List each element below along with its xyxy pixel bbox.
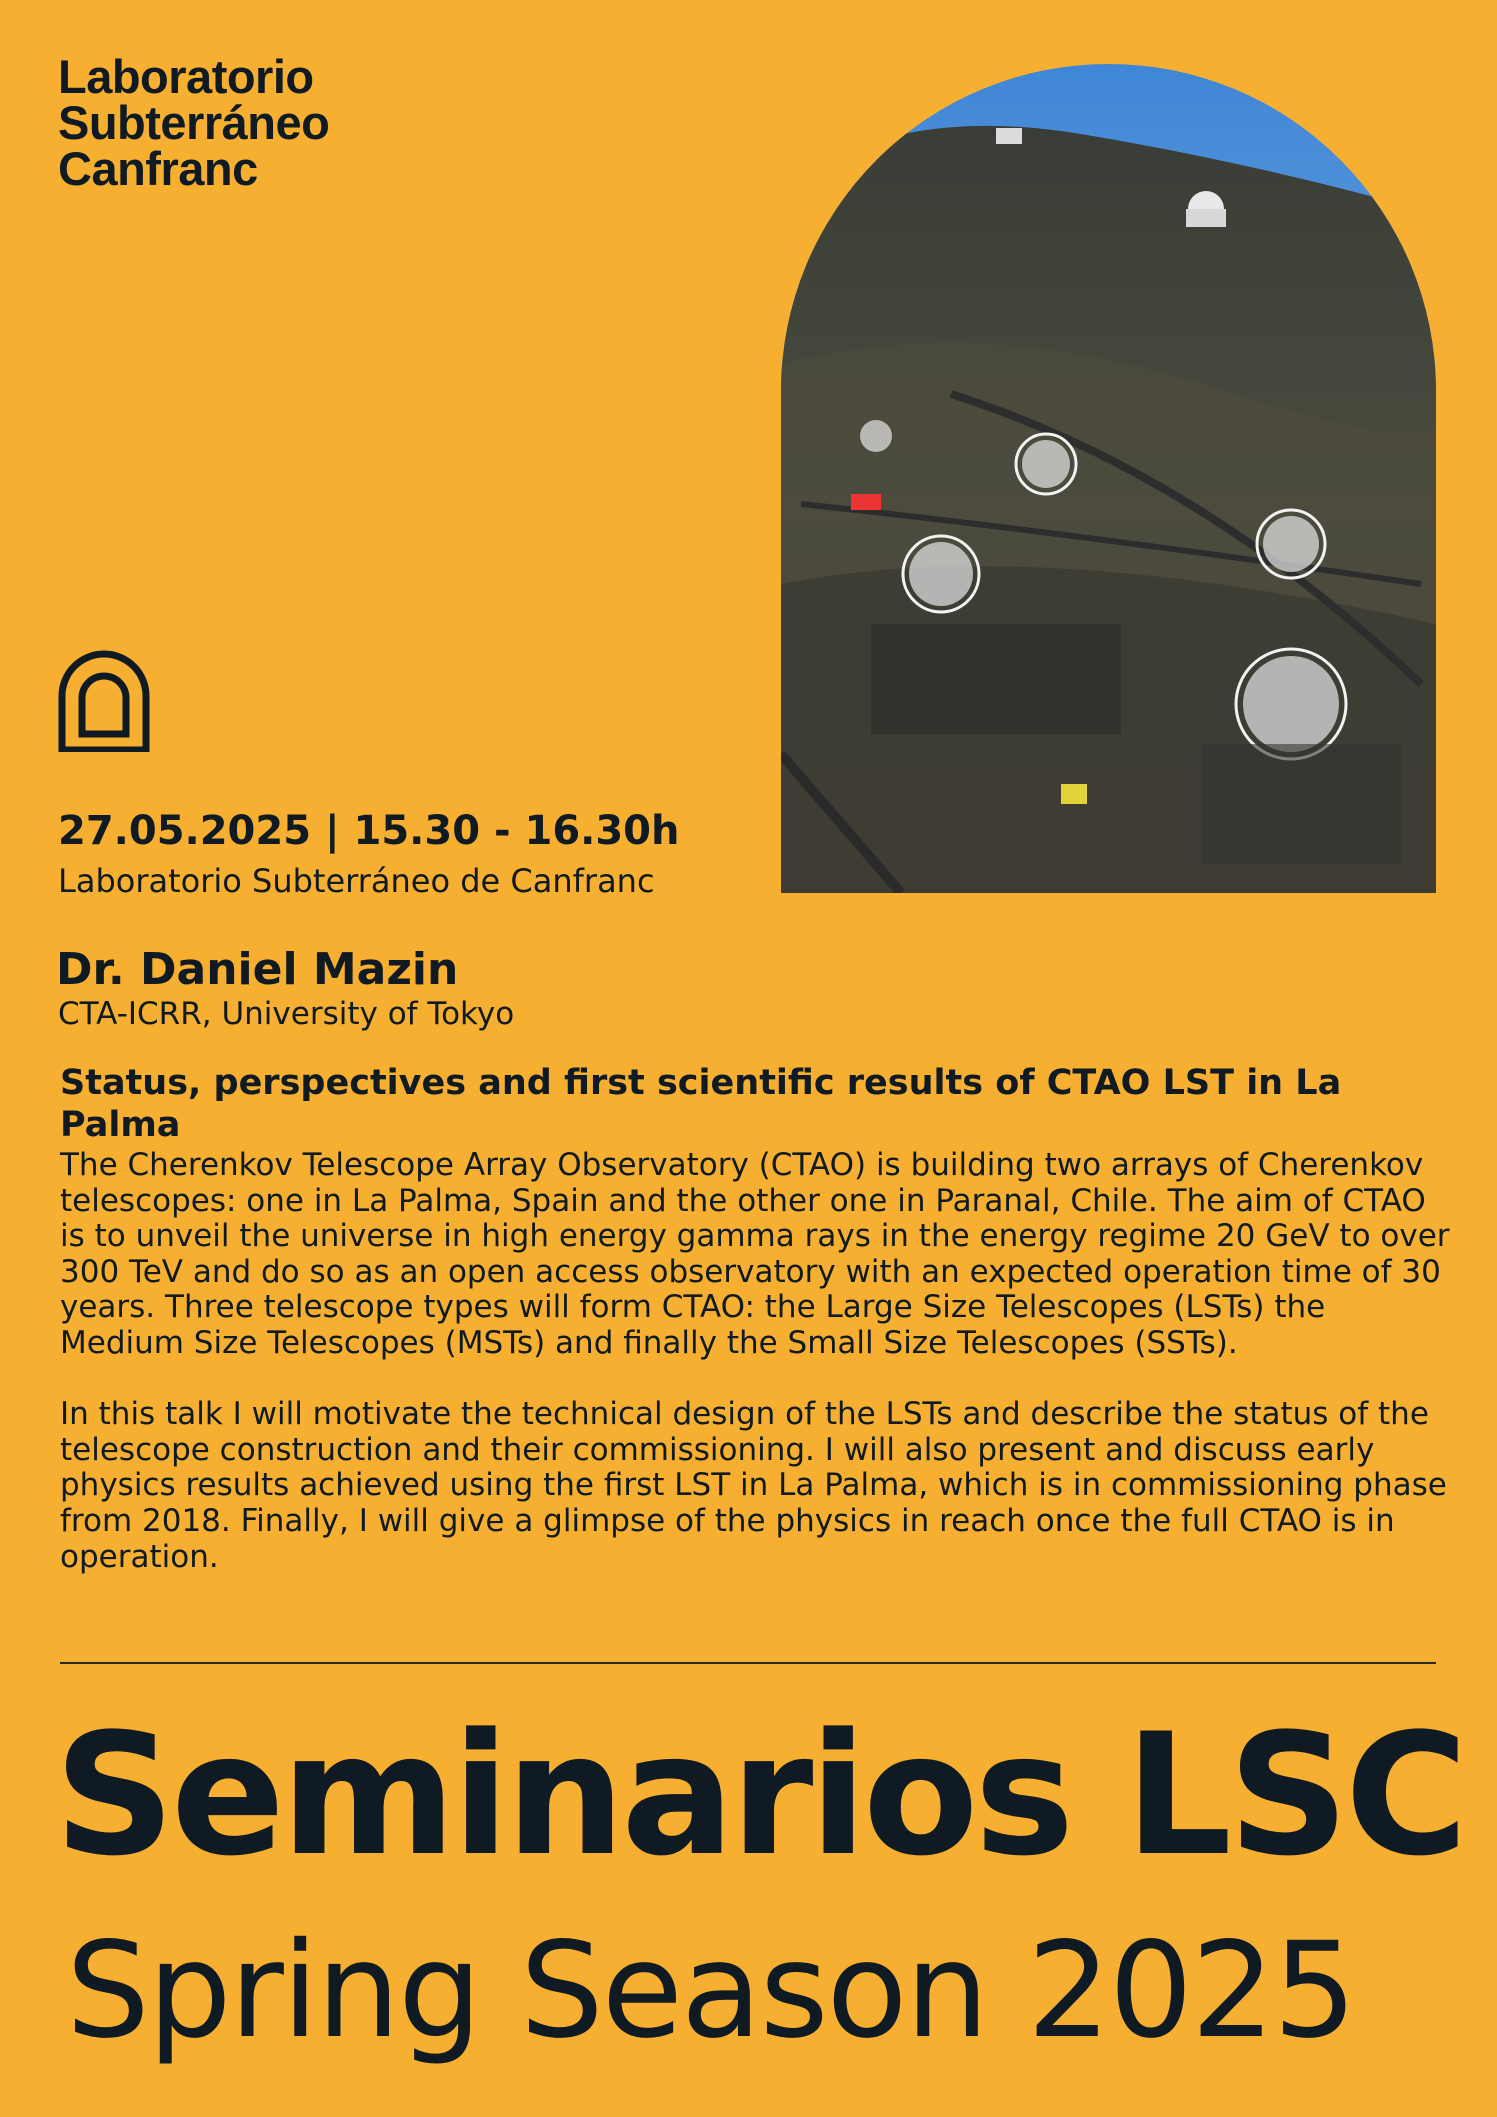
- speaker-affiliation: CTA-ICRR, University of Tokyo: [58, 996, 515, 1032]
- logo-line-2: Subterráneo: [58, 96, 330, 149]
- logo-line-3: Canfranc: [58, 142, 258, 195]
- observatory-telescopes-image: [781, 64, 1436, 893]
- event-venue: Laboratorio Subterráneo de Canfranc: [58, 862, 655, 900]
- section-divider: [60, 1662, 1436, 1664]
- series-title: Seminarios LSC: [54, 1697, 1465, 1893]
- logo-line-1: Laboratorio: [58, 50, 314, 103]
- abstract-paragraph-1: The Cherenkov Telescope Array Observatory (CTAO) is building two arrays of Cherenkov telescopes: one in La Palma, Spain and the other one in Paranal, Chile. The aim of CTAO is to unveil the universe in high energy gamma rays in the energy regime 20 GeV to over 300 TeV and do so as an open access observatory with an expected operation time of 30 years. Three telescope types will form CTAO: the Large Size Telescopes (LSTs) the Medium Size Telescopes (MSTs) and finally the Small Size Telescopes (SSTs).: [60, 1147, 1450, 1361]
- abstract-paragraph-2: In this talk I will motivate the technical design of the LSTs and describe the status of the telescope construction and their commissioning. I will also present and discuss early physics results achieved using the first LST in La Palma, which is in commissioning phase from 2018. Finally, I will give a glimpse of the physics in reach once the full CTAO is in operation.: [60, 1396, 1447, 1575]
- talk-abstract: [60, 1148, 1450, 1611]
- arch-emblem-icon: [58, 650, 150, 752]
- lab-logo-text: [58, 50, 330, 195]
- season-title: Spring Season 2025: [66, 1914, 1355, 2068]
- event-date-time: 27.05.2025 | 15.30 - 16.30h: [58, 808, 680, 854]
- talk-title: Status, perspectives and first scientific results of CTAO LST in La Palma: [60, 1063, 1342, 1145]
- speaker-name: Dr. Daniel Mazin: [56, 944, 459, 995]
